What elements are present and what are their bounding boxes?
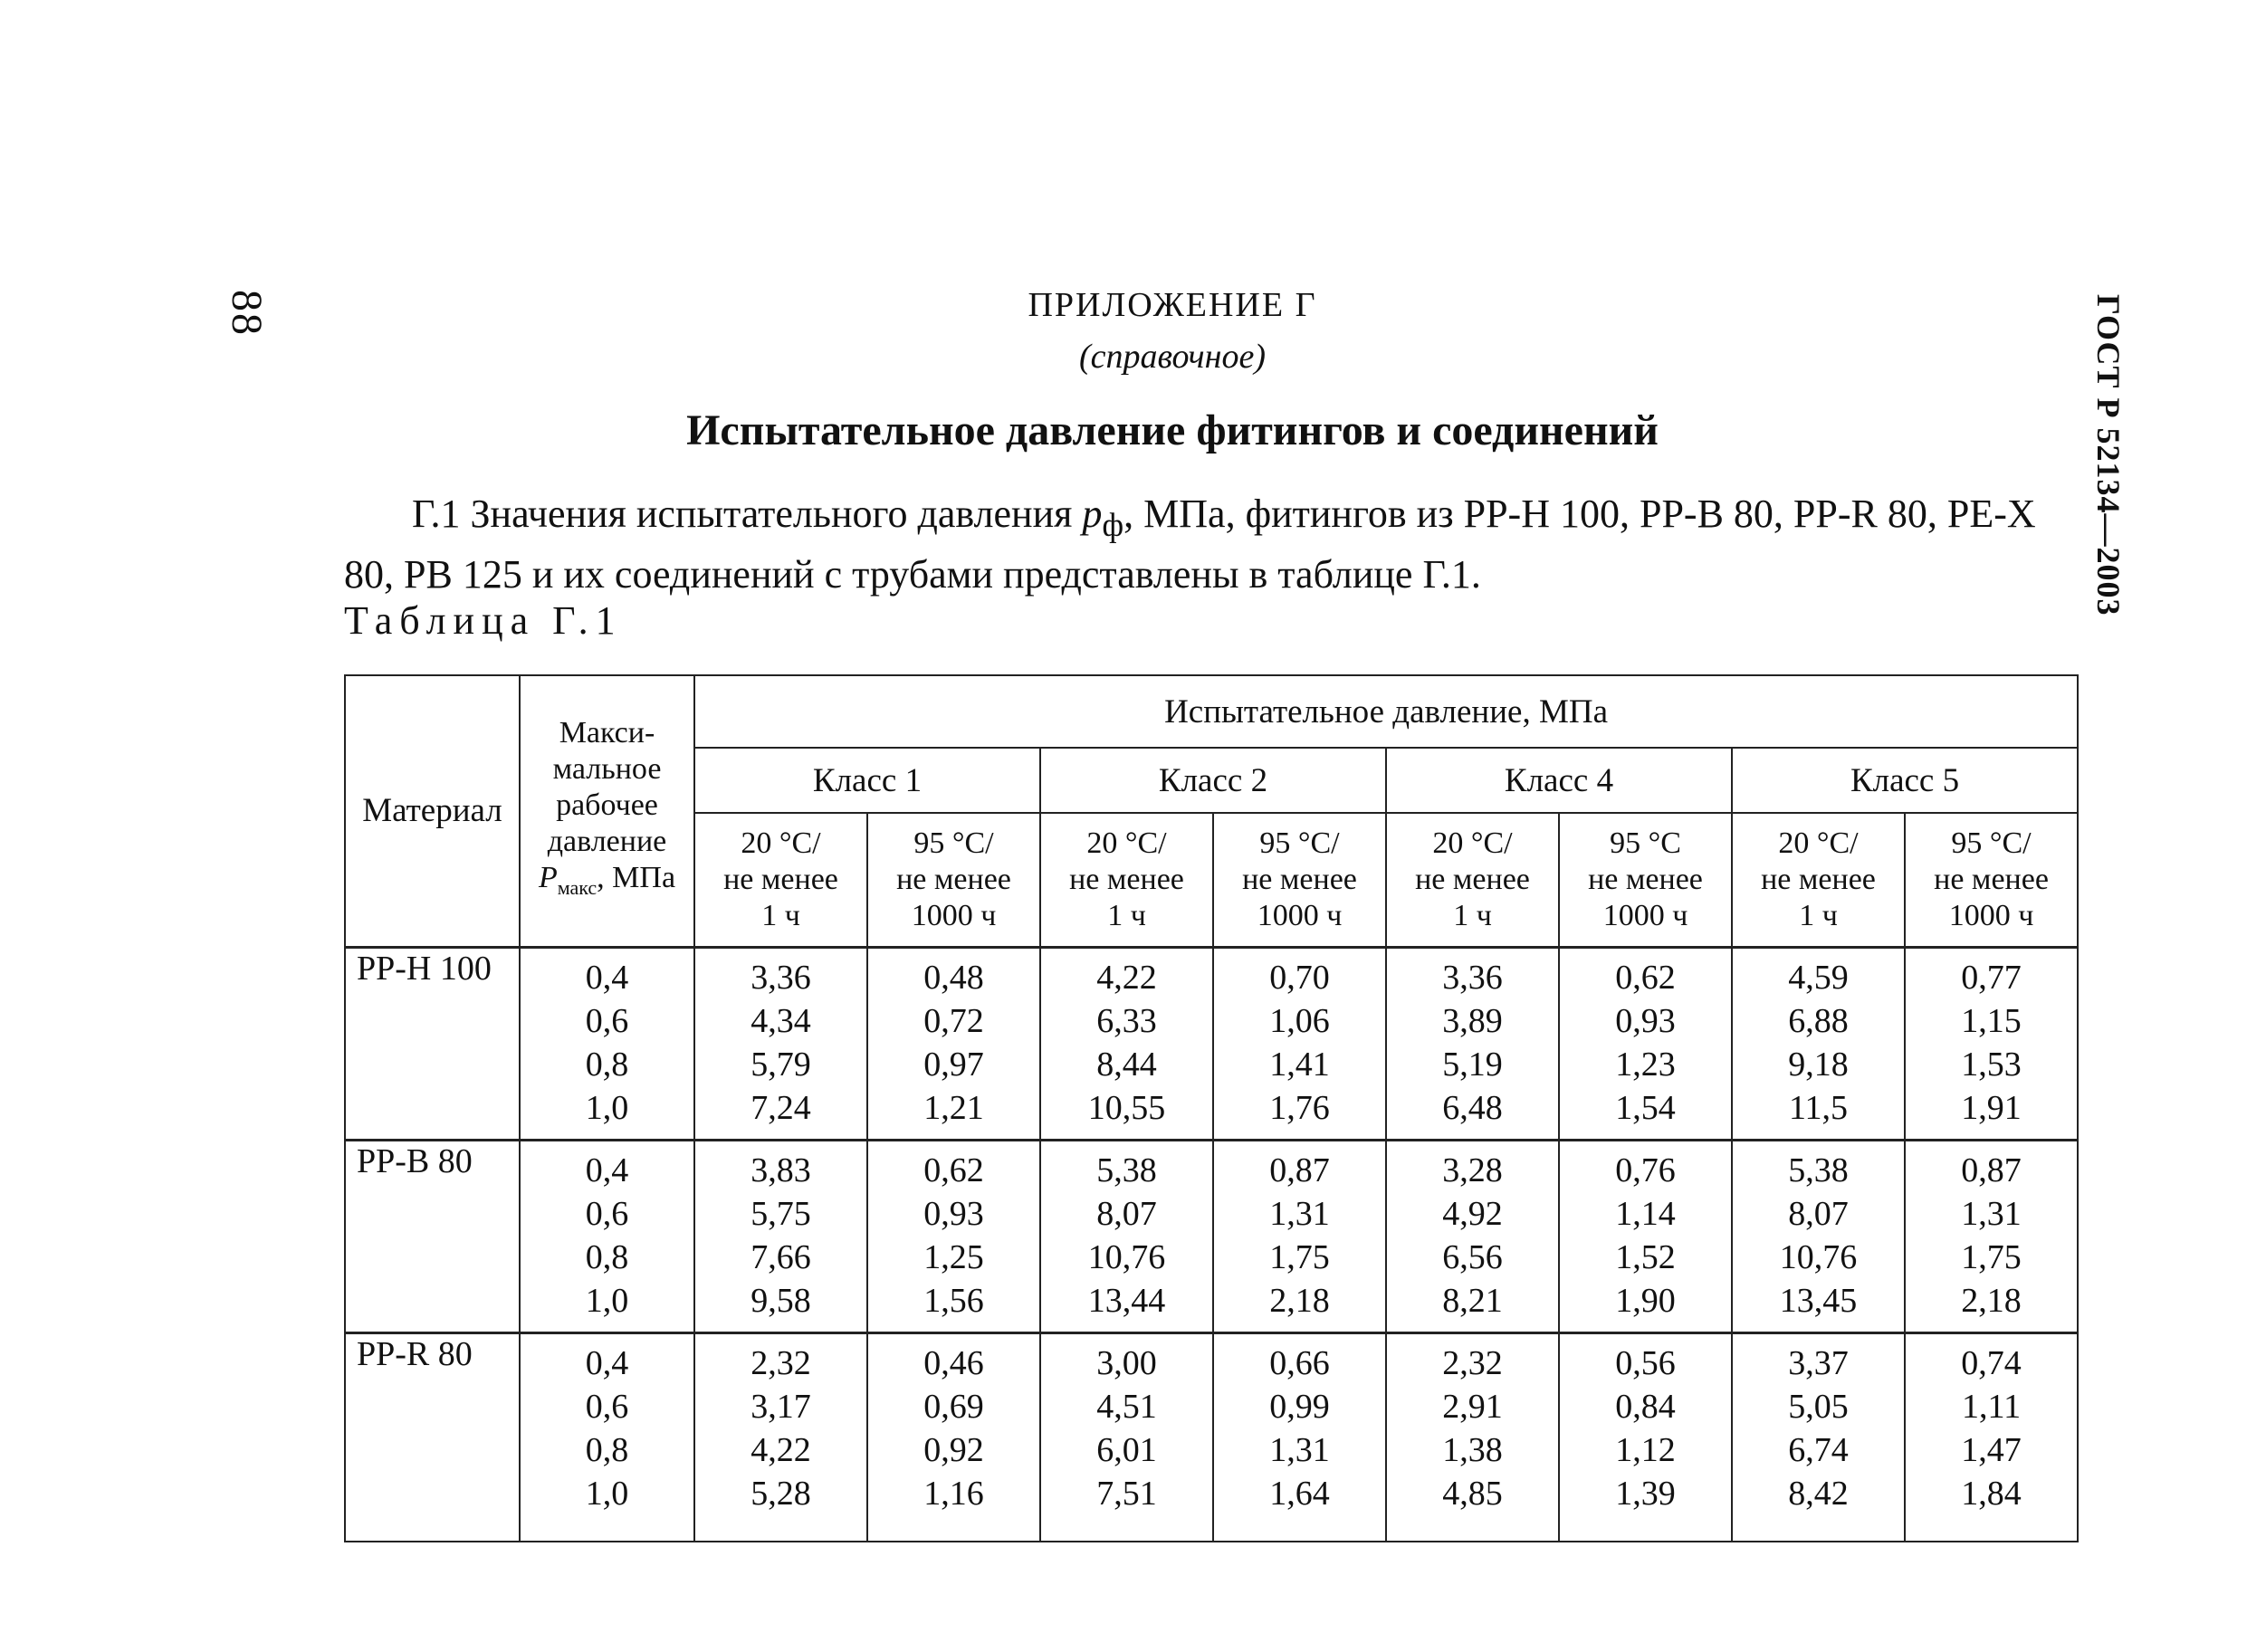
test-pressure-cell: 1,84 <box>1905 1472 2078 1542</box>
material-cell: PP-H 100 <box>345 947 520 1140</box>
test-pressure-cell: 0,99 <box>1213 1385 1386 1428</box>
test-pressure-cell: 2,32 <box>1386 1332 1559 1385</box>
header-condition-line: не менее <box>1415 862 1530 896</box>
test-pressure-cell: 6,01 <box>1040 1428 1213 1472</box>
max-pressure-cell: 0,6 <box>520 1192 694 1236</box>
intro-prefix: Г.1 Значения испытательного давления <box>412 492 1083 536</box>
test-pressure-cell: 0,87 <box>1905 1140 2078 1192</box>
test-pressure-cell: 1,39 <box>1559 1472 1732 1542</box>
max-pressure-cell: 0,8 <box>520 1043 694 1086</box>
appendix-subtitle: (справочное) <box>1078 338 1267 376</box>
test-pressure-cell: 0,92 <box>867 1428 1040 1472</box>
header-class-2: Класс 2 <box>1040 748 1386 813</box>
pmax-unit: , МПа <box>597 861 676 895</box>
test-pressure-cell: 1,75 <box>1905 1236 2078 1279</box>
max-pressure-cell: 0,8 <box>520 1428 694 1472</box>
table-row <box>345 1385 2078 1428</box>
test-pressure-cell: 8,44 <box>1040 1043 1213 1086</box>
header-condition-line: 1000 ч <box>1602 898 1688 932</box>
test-pressure-cell: 7,66 <box>694 1236 867 1279</box>
header-condition-line: 20 °С/ <box>1778 826 1859 860</box>
test-pressure-cell: 3,36 <box>694 947 867 999</box>
test-pressure-cell: 0,74 <box>1905 1332 2078 1385</box>
test-pressure-cell: 1,56 <box>867 1279 1040 1333</box>
header-class-4: Класс 4 <box>1386 748 1732 813</box>
header-condition-line: 1 ч <box>1799 898 1838 932</box>
test-pressure-cell: 0,77 <box>1905 947 2078 999</box>
table-label: Таблица Г.1 <box>344 598 623 643</box>
header-class-1: Класс 1 <box>694 748 1040 813</box>
material-cell: PP-R 80 <box>345 1332 520 1542</box>
header-condition <box>1905 813 2078 947</box>
test-pressure-cell: 3,28 <box>1386 1140 1559 1192</box>
test-pressure-cell: 0,93 <box>1559 999 1732 1043</box>
test-pressure-cell: 3,00 <box>1040 1332 1213 1385</box>
table-row <box>345 1428 2078 1472</box>
header-condition-line: не менее <box>723 862 838 896</box>
test-pressure-cell: 5,75 <box>694 1192 867 1236</box>
test-pressure-cell: 1,52 <box>1559 1236 1732 1279</box>
document-code: ГОСТ Р 52134—2003 <box>2090 294 2127 616</box>
test-pressure-cell: 11,5 <box>1732 1086 1905 1141</box>
test-pressure-cell: 0,97 <box>867 1043 1040 1086</box>
test-pressure-cell: 0,48 <box>867 947 1040 999</box>
test-pressure-cell: 3,17 <box>694 1385 867 1428</box>
test-pressure-cell: 0,69 <box>867 1385 1040 1428</box>
max-pressure-cell: 1,0 <box>520 1279 694 1333</box>
test-pressure-cell: 4,51 <box>1040 1385 1213 1428</box>
max-pressure-cell: 1,0 <box>520 1086 694 1141</box>
page-number: 88 <box>223 290 271 337</box>
test-pressure-cell: 3,83 <box>694 1140 867 1192</box>
test-pressure-cell: 3,89 <box>1386 999 1559 1043</box>
max-pressure-cell: 0,4 <box>520 947 694 999</box>
test-pressure-cell: 0,84 <box>1559 1385 1732 1428</box>
test-pressure-cell: 1,64 <box>1213 1472 1386 1542</box>
header-condition <box>1040 813 1213 947</box>
test-pressure-cell: 7,24 <box>694 1086 867 1141</box>
header-condition-line: 95 °С/ <box>1259 826 1340 860</box>
test-pressure-cell: 0,62 <box>867 1140 1040 1192</box>
test-pressure-cell: 1,54 <box>1559 1086 1732 1141</box>
table-row <box>345 1236 2078 1279</box>
header-condition-line: 1000 ч <box>1948 898 2034 932</box>
test-pressure-cell: 0,70 <box>1213 947 1386 999</box>
test-pressure-cell: 1,75 <box>1213 1236 1386 1279</box>
header-condition <box>1559 813 1732 947</box>
test-pressure-cell: 8,21 <box>1386 1279 1559 1333</box>
max-pressure-cell: 0,6 <box>520 1385 694 1428</box>
test-pressure-cell: 4,92 <box>1386 1192 1559 1236</box>
max-pressure-cell: 0,4 <box>520 1140 694 1192</box>
test-pressure-cell: 8,07 <box>1040 1192 1213 1236</box>
header-condition <box>867 813 1040 947</box>
test-pressure-cell: 5,38 <box>1732 1140 1905 1192</box>
header-condition-line: 1000 ч <box>1257 898 1343 932</box>
test-pressure-cell: 4,34 <box>694 999 867 1043</box>
test-pressure-cell: 0,66 <box>1213 1332 1386 1385</box>
test-pressure-cell: 9,58 <box>694 1279 867 1333</box>
test-pressure-cell: 0,76 <box>1559 1140 1732 1192</box>
header-condition-line: 1 ч <box>761 898 800 932</box>
test-pressure-cell: 6,74 <box>1732 1428 1905 1472</box>
test-pressure-cell: 0,72 <box>867 999 1040 1043</box>
table-row <box>345 1279 2078 1333</box>
test-pressure-cell: 1,31 <box>1905 1192 2078 1236</box>
header-condition-line: 95 °С <box>1610 826 1681 860</box>
test-pressure-cell: 1,12 <box>1559 1428 1732 1472</box>
pressure-table <box>344 674 2079 1542</box>
table-row <box>345 1140 2078 1192</box>
test-pressure-cell: 2,91 <box>1386 1385 1559 1428</box>
header-condition-line: 1000 ч <box>911 898 997 932</box>
test-pressure-cell: 1,31 <box>1213 1428 1386 1472</box>
test-pressure-cell: 4,85 <box>1386 1472 1559 1542</box>
test-pressure-cell: 3,37 <box>1732 1332 1905 1385</box>
test-pressure-cell: 9,18 <box>1732 1043 1905 1086</box>
header-condition-line: 95 °С/ <box>913 826 994 860</box>
max-pressure-cell: 0,8 <box>520 1236 694 1279</box>
test-pressure-cell: 5,38 <box>1040 1140 1213 1192</box>
test-pressure-cell: 1,38 <box>1386 1428 1559 1472</box>
pmax-symbol: P <box>538 861 558 895</box>
table-row <box>345 1043 2078 1086</box>
test-pressure-cell: 13,45 <box>1732 1279 1905 1333</box>
test-pressure-cell: 1,47 <box>1905 1428 2078 1472</box>
header-material: Материал <box>345 675 520 947</box>
test-pressure-cell: 13,44 <box>1040 1279 1213 1333</box>
header-condition-line: 1 ч <box>1453 898 1492 932</box>
table-row <box>345 1086 2078 1141</box>
header-condition <box>1732 813 1905 947</box>
section-title: Испытательное давление фитингов и соединений <box>686 406 1659 454</box>
header-condition-line: не менее <box>1588 862 1703 896</box>
test-pressure-cell: 1,15 <box>1905 999 2078 1043</box>
test-pressure-cell: 6,48 <box>1386 1086 1559 1141</box>
table-row <box>345 1332 2078 1385</box>
test-pressure-cell: 1,41 <box>1213 1043 1386 1086</box>
test-pressure-cell: 5,05 <box>1732 1385 1905 1428</box>
table-row <box>345 1472 2078 1542</box>
header-condition <box>694 813 867 947</box>
header-pmax <box>521 860 693 906</box>
header-condition <box>1386 813 1559 947</box>
test-pressure-cell: 5,19 <box>1386 1043 1559 1086</box>
max-pressure-cell: 1,0 <box>520 1472 694 1542</box>
test-pressure-cell: 10,76 <box>1040 1236 1213 1279</box>
test-pressure-cell: 0,87 <box>1213 1140 1386 1192</box>
header-max-pressure-label: Макси-мальное рабочее давление <box>547 716 667 859</box>
test-pressure-cell: 7,51 <box>1040 1472 1213 1542</box>
header-condition-line: 20 °С/ <box>741 826 821 860</box>
test-pressure-cell: 2,18 <box>1213 1279 1386 1333</box>
appendix-title: ПРИЛОЖЕНИЕ Г <box>1028 286 1317 324</box>
header-condition-line: 95 °С/ <box>1951 826 2032 860</box>
test-pressure-cell: 1,25 <box>867 1236 1040 1279</box>
test-pressure-cell: 8,42 <box>1732 1472 1905 1542</box>
test-pressure-cell: 1,53 <box>1905 1043 2078 1086</box>
table-row <box>345 999 2078 1043</box>
header-condition <box>1213 813 1386 947</box>
material-cell: PP-B 80 <box>345 1140 520 1332</box>
test-pressure-cell: 4,59 <box>1732 947 1905 999</box>
test-pressure-cell: 4,22 <box>1040 947 1213 999</box>
max-pressure-cell: 0,6 <box>520 999 694 1043</box>
test-pressure-cell: 1,21 <box>867 1086 1040 1141</box>
header-condition-line: не менее <box>1761 862 1876 896</box>
test-pressure-cell: 8,07 <box>1732 1192 1905 1236</box>
table-row <box>345 947 2078 999</box>
test-pressure-cell: 1,76 <box>1213 1086 1386 1141</box>
test-pressure-cell: 5,79 <box>694 1043 867 1086</box>
test-pressure-cell: 10,55 <box>1040 1086 1213 1141</box>
intro-symbol: p <box>1082 492 1103 536</box>
intro-suffix: , МПа, фитингов из PP-H 100, PP-B 80, PP-R 80, PE-X 80, PB 125 и их соединений с трубами представлены в таблице Г.1. <box>344 492 2036 597</box>
test-pressure-cell: 1,23 <box>1559 1043 1732 1086</box>
test-pressure-cell: 1,11 <box>1905 1385 2078 1428</box>
test-pressure-cell: 1,90 <box>1559 1279 1732 1333</box>
test-pressure-cell: 1,91 <box>1905 1086 2078 1141</box>
test-pressure-cell: 0,62 <box>1559 947 1732 999</box>
test-pressure-cell: 4,22 <box>694 1428 867 1472</box>
test-pressure-cell: 2,32 <box>694 1332 867 1385</box>
test-pressure-cell: 5,28 <box>694 1472 867 1542</box>
header-condition-line: не менее <box>1242 862 1357 896</box>
table-row <box>345 1192 2078 1236</box>
test-pressure-cell: 1,16 <box>867 1472 1040 1542</box>
header-condition-line: 20 °С/ <box>1432 826 1513 860</box>
test-pressure-cell: 6,88 <box>1732 999 1905 1043</box>
header-condition-line: 1 ч <box>1107 898 1146 932</box>
header-condition-line: не менее <box>1934 862 2049 896</box>
intro-paragraph <box>344 489 2091 599</box>
max-pressure-cell: 0,4 <box>520 1332 694 1385</box>
header-condition-line: не менее <box>1069 862 1184 896</box>
test-pressure-cell: 6,56 <box>1386 1236 1559 1279</box>
header-test-pressure: Испытательное давление, МПа <box>694 675 2078 748</box>
test-pressure-cell: 1,31 <box>1213 1192 1386 1236</box>
test-pressure-cell: 6,33 <box>1040 999 1213 1043</box>
test-pressure-cell: 0,93 <box>867 1192 1040 1236</box>
intro-symbol-sub: ф <box>1102 505 1124 543</box>
test-pressure-cell: 0,56 <box>1559 1332 1732 1385</box>
test-pressure-cell: 10,76 <box>1732 1236 1905 1279</box>
pmax-sub: макс <box>557 876 598 900</box>
header-condition-line: не менее <box>896 862 1011 896</box>
test-pressure-cell: 1,14 <box>1559 1192 1732 1236</box>
header-max-pressure <box>520 675 694 947</box>
test-pressure-cell: 2,18 <box>1905 1279 2078 1333</box>
test-pressure-cell: 0,46 <box>867 1332 1040 1385</box>
header-condition-line: 20 °С/ <box>1086 826 1167 860</box>
test-pressure-cell: 1,06 <box>1213 999 1386 1043</box>
test-pressure-cell: 3,36 <box>1386 947 1559 999</box>
header-class-5: Класс 5 <box>1732 748 2078 813</box>
